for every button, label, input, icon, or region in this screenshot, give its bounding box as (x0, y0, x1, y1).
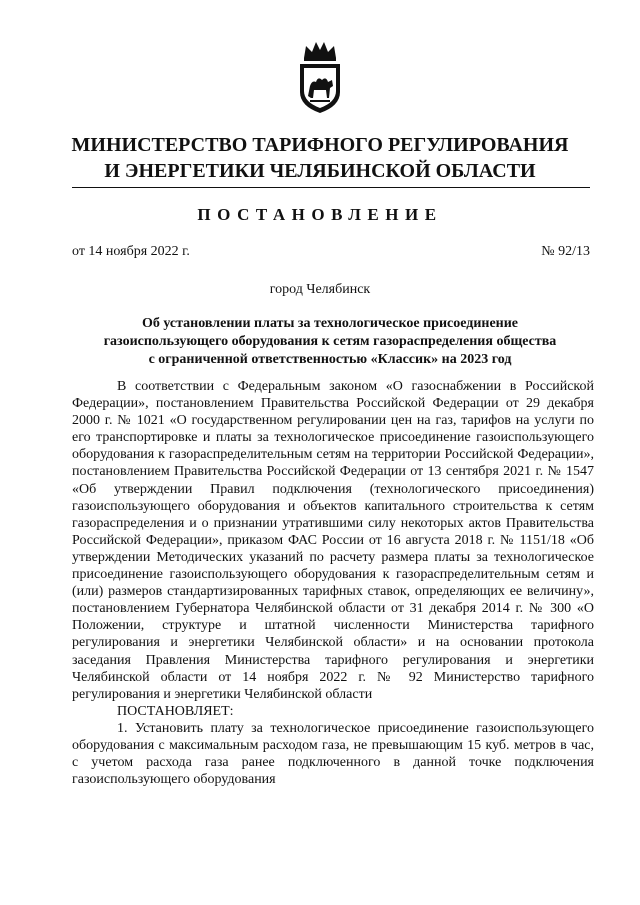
document-number: № 92/13 (541, 244, 590, 259)
decree-word: ПОСТАНОВЛЯЕТ: (117, 703, 234, 719)
preamble-paragraph: В соответствии с Федеральным законом «О газоснабжении в Российской Федерации», постановлением Правительства Российской Федерации от 29 декабря 2000 г. № 1021 «О государственном регулировании цен на газ, тарифов на услуги по его транспортировке и платы за технологическое присоединение газоиспользующего оборудования к газораспределительным сетям на территории Российской Федерации», постановлением Правительства Российской Федерации от 13 сентября 2021 г. № 1547 «Об утверждении Правил подключения (технологического присоединения) газоиспользующего оборудования и объектов капитального строительства к сетям газораспределения и о признании утратившими силу некоторых актов Правительства Российской Федерации», приказом ФАС России от 16 августа 2018 г. № 1151/18 «Об утверждении Методических указаний по расчету размера платы за технологическое присоединение газоиспользующего оборудования к газораспределительным сетям и (или) размеров стандартизированных тарифных ставок, определяющих ее величину», постановлением Губернатора Челябинской области от 31 декабря 2014 г. № 300 «О Положении, структуре и штатной численности Министерства тарифного регулирования и энергетики Челябинской области» и на основании протокола заседания Правления Министерства тарифного регулирования и энергетики Челябинской области от 14 ноября 2022 г. № 92 Министерство тарифного регулирования и энергетики Челябинской области (72, 379, 594, 702)
document-type: ПОСТАНОВЛЕНИЕ (197, 205, 443, 224)
ministry-name-line1: МИНИСТЕРСТВО ТАРИФНОГО РЕГУЛИРОВАНИЯ (71, 134, 569, 156)
item-1-paragraph: 1. Установить плату за технологическое присоединение газоиспользующего оборудования с максимальным расходом газа, не превышающим 15 куб. метров в час, с учетом расхода газа ранее подключенного в данной точке подключения газоиспользующего оборудования (72, 720, 594, 788)
document-body (72, 378, 594, 788)
document-title: Об установлении платы за технологическое присоединение газоиспользующего оборудования к сетям газораспределения общества с ограниченной ответственностью «Классик» на 2023 год (103, 316, 557, 367)
document-date: от 14 ноября 2022 г. (72, 244, 190, 259)
coat-of-arms-icon (296, 40, 344, 115)
ministry-name-line2: И ЭНЕРГЕТИКИ ЧЕЛЯБИНСКОЙ ОБЛАСТИ (104, 160, 536, 182)
document-city: город Челябинск (269, 282, 371, 297)
header-divider (72, 187, 590, 188)
